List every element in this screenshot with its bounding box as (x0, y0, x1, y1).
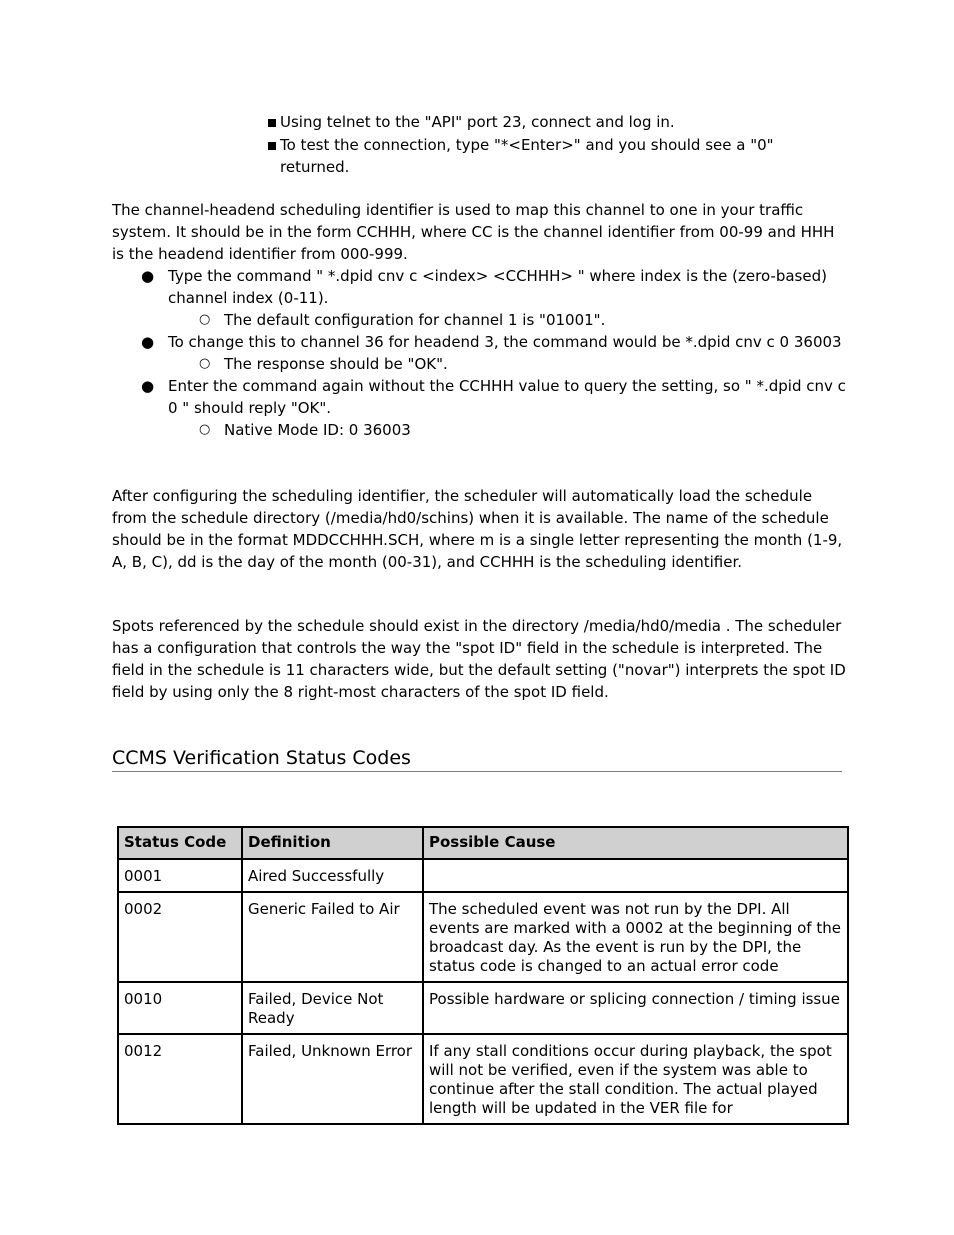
table-cell: Aired Successfully (242, 859, 423, 892)
sub-list (168, 419, 847, 441)
table-row (118, 1034, 848, 1124)
sub-list-item (112, 353, 847, 375)
square-bullet-icon (268, 119, 276, 127)
sub-list-item-text: The response should be "OK". (224, 355, 448, 373)
list-item (112, 375, 847, 441)
table-cell: 0001 (118, 859, 242, 892)
table-cell: If any stall conditions occur during playback, the spot will not be verified, even if the system was able to continue after the stall condition. The actual played length will be updated in the VER file for (423, 1034, 848, 1124)
list-item (112, 331, 847, 375)
circle-bullet-icon: ○ (199, 422, 211, 437)
table-cell (423, 859, 848, 892)
circle-bullet-icon: ○ (199, 312, 211, 327)
sub-list-item-text: The default configuration for channel 1 is "01001". (224, 311, 606, 329)
scheduling-identifier-paragraph: The channel-headend scheduling identifier is used to map this channel to one in your traffic system. It should be in the form CCHHH, where CC is the channel identifier from 00-99 and HHH is the headend identifier from 000-999. (112, 201, 835, 263)
table-row (118, 982, 848, 1034)
table-cell: Generic Failed to Air (242, 892, 423, 982)
list-item (268, 111, 828, 133)
disc-bullet-icon: ● (141, 267, 155, 285)
connection-steps-list (268, 111, 828, 179)
sub-list (168, 309, 847, 331)
list-item (112, 265, 847, 331)
list-item-text: Using telnet to the "API" port 23, connect and log in. (280, 113, 675, 131)
sub-list (168, 353, 847, 375)
sub-list-item (112, 419, 847, 441)
circle-bullet-icon: ○ (199, 356, 211, 371)
table-cell: Possible hardware or splicing connection / timing issue (423, 982, 848, 1034)
table-cell: 0002 (118, 892, 242, 982)
table-cell: 0010 (118, 982, 242, 1034)
spot-id-paragraph: Spots referenced by the schedule should exist in the directory /media/hd0/media . The scheduler has a configuration that controls the way the "spot ID" field in the schedule is interpreted. The field in the schedule is 11 characters wide, but the default setting ("novar") interprets the spot ID field by using only the 8 right-most characters of the spot ID field. (112, 617, 846, 701)
column-header: Status Code (118, 827, 242, 859)
table-cell: 0012 (118, 1034, 242, 1124)
column-header: Definition (242, 827, 423, 859)
list-item-text: To test the connection, type "*<Enter>" and you should see a "0" returned. (280, 136, 774, 176)
sub-list-item (112, 309, 847, 331)
section-heading: CCMS Verification Status Codes (112, 746, 842, 772)
list-item-text: Type the command " *.dpid cnv c <index> <CCHHH> " where index is the (zero-based) channel index (0-11). (168, 267, 827, 307)
disc-bullet-icon: ● (141, 333, 155, 351)
square-bullet-icon (268, 142, 276, 150)
status-codes-table (117, 826, 849, 1125)
list-item-text: Enter the command again without the CCHHH value to query the setting, so " *.dpid cnv c 0 " should reply "OK". (168, 377, 846, 417)
table-cell: Failed, Unknown Error (242, 1034, 423, 1124)
table-row (118, 859, 848, 892)
disc-bullet-icon: ● (141, 377, 155, 395)
schedule-loading-paragraph: After configuring the scheduling identifier, the scheduler will automatically load the schedule from the schedule directory (/media/hd0/schins) when it is available. The name of the schedule should be in the format MDDCCHHH.SCH, where m is a single letter representing the month (1-9, A, B, C), dd is the day of the month (00-31), and CCHHH is the scheduling identifier. (112, 487, 843, 571)
table-header-row (118, 827, 848, 859)
sub-list-item-text: Native Mode ID: 0 36003 (224, 421, 411, 439)
list-item-text: To change this to channel 36 for headend 3, the command would be *.dpid cnv c 0 36003 (168, 333, 842, 351)
table-row (118, 892, 848, 982)
table-cell: Failed, Device Not Ready (242, 982, 423, 1034)
command-list (112, 265, 847, 441)
column-header: Possible Cause (423, 827, 848, 859)
table-cell: The scheduled event was not run by the DPI. All events are marked with a 0002 at the beginning of the broadcast day. As the event is run by the DPI, the status code is changed to an actual error code (423, 892, 848, 982)
list-item (268, 134, 828, 178)
